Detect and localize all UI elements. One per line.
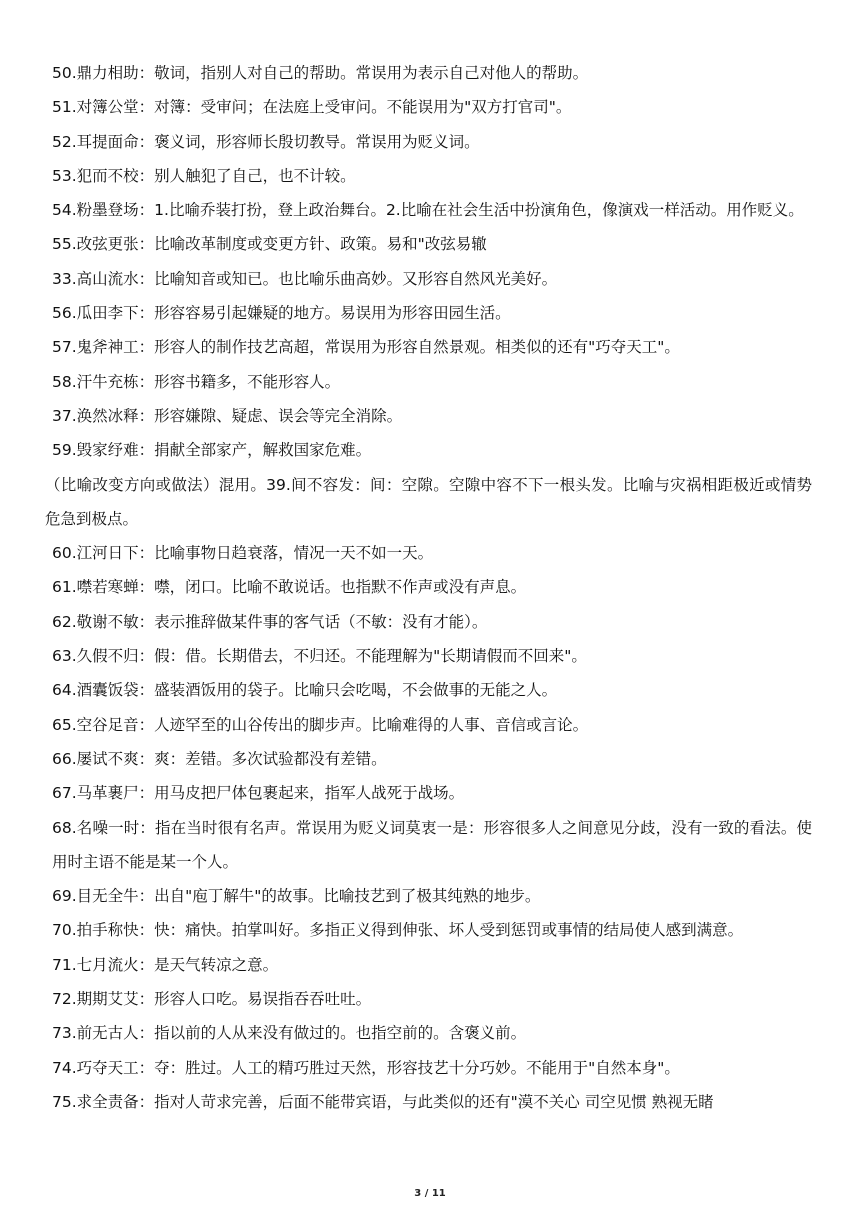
list-item: 54.粉墨登场：1.比喻乔装打扮，登上政治舞台。2.比喻在社会生活中扮演角色，像演戏一样活动。用作贬义。 (52, 201, 804, 220)
list-item: 50.鼎力相助：敬词，指别人对自己的帮助。常误用为表示自己对他人的帮助。 (52, 64, 589, 82)
list-item: 33.高山流水：比喻知音或知已。也比喻乐曲高妙。又形容自然风光美好。 (52, 269, 558, 288)
list-item: 59.毁家纾难：捐献全部家产，解救国家危难。 (52, 441, 372, 460)
list-item: 71.七月流火：是天气转凉之意。 (52, 955, 279, 974)
list-item: 66.屡试不爽：爽：差错。多次试验都没有差错。 (52, 749, 387, 768)
list-item: 75.求全责备：指对人苛求完善，后面不能带宾语，与此类似的还有"漠不关心 司空见惯 熟视无睹 (52, 1092, 714, 1111)
list-item: 62.敬谢不敏：表示推辞做某件事的客气话（不敏：没有才能）。 (52, 612, 488, 631)
list-item: 53.犯而不校：别人触犯了自己，也不计较。 (52, 166, 356, 185)
list-item: 58.汗牛充栋：形容书籍多，不能形容人。 (52, 372, 341, 391)
list-item: 37.涣然冰释：形容嫌隙、疑虑、误会等完全消除。 (52, 406, 403, 425)
page-number: 3 / 11 (414, 1188, 446, 1199)
list-item: 73.前无古人：指以前的人从来没有做过的。也指空前的。含褒义前。 (52, 1024, 527, 1043)
list-item: 65.空谷足音：人迹罕至的山谷传出的脚步声。比喻难得的人事、音信或言论。 (52, 715, 589, 734)
list-item: 60.江河日下：比喻事物日趋衰落，情况一天不如一天。 (52, 544, 434, 563)
list-item: 70.拍手称快：快：痛快。拍掌叫好。多指正义得到伸张、坏人受到惩罚或事情的结局使人感到满意。 (52, 921, 744, 940)
list-item: 67.马革裹尸：用马皮把尸体包裹起来，指军人战死于战场。 (52, 784, 465, 803)
list-item: 52.耳提面命：褒义词，形容师长殷切教导。常误用为贬义词。 (52, 132, 480, 151)
list-item: 55.改弦更张：比喻改革制度或变更方针、政策。易和"改弦易辙 (52, 235, 487, 254)
idiom-list (45, 56, 812, 1119)
list-item: 68.名噪一时：指在当时很有名声。常误用为贬义词莫衷一是：形容很多人之间意见分歧，没有一致的看法。使用时主语不能是某一个人。 (52, 818, 812, 871)
list-item: （比喻改变方向或做法）混用。39.间不容发：间：空隙。空隙中容不下一根头发。比喻与灾祸相距极近或情势危急到极点。 (45, 475, 812, 528)
list-item: 72.期期艾艾：形容人口吃。易误指吞吞吐吐。 (52, 990, 372, 1009)
list-item: 56.瓜田李下：形容容易引起嫌疑的地方。易误用为形容田园生活。 (52, 304, 511, 323)
list-item: 61.噤若寒蝉：噤，闭口。比喻不敢说话。也指默不作声或没有声息。 (52, 578, 527, 597)
list-item: 74.巧夺天工：夺：胜过。人工的精巧胜过天然，形容技艺十分巧妙。不能用于"自然本身"。 (52, 1058, 680, 1077)
list-item: 64.酒囊饭袋：盛装酒饭用的袋子。比喻只会吃喝，不会做事的无能之人。 (52, 681, 558, 700)
list-item: 51.对簿公堂：对簿：受审问；在法庭上受审问。不能误用为"双方打官司"。 (52, 98, 572, 117)
list-item: 69.目无全牛：出自"庖丁解牛"的故事。比喻技艺到了极其纯熟的地步。 (52, 887, 541, 906)
list-item: 63.久假不归：假：借。长期借去，不归还。不能理解为"长期请假而不回来"。 (52, 647, 587, 666)
list-item: 57.鬼斧神工：形容人的制作技艺高超，常误用为形容自然景观。相类似的还有"巧夺天工"。 (52, 338, 680, 357)
